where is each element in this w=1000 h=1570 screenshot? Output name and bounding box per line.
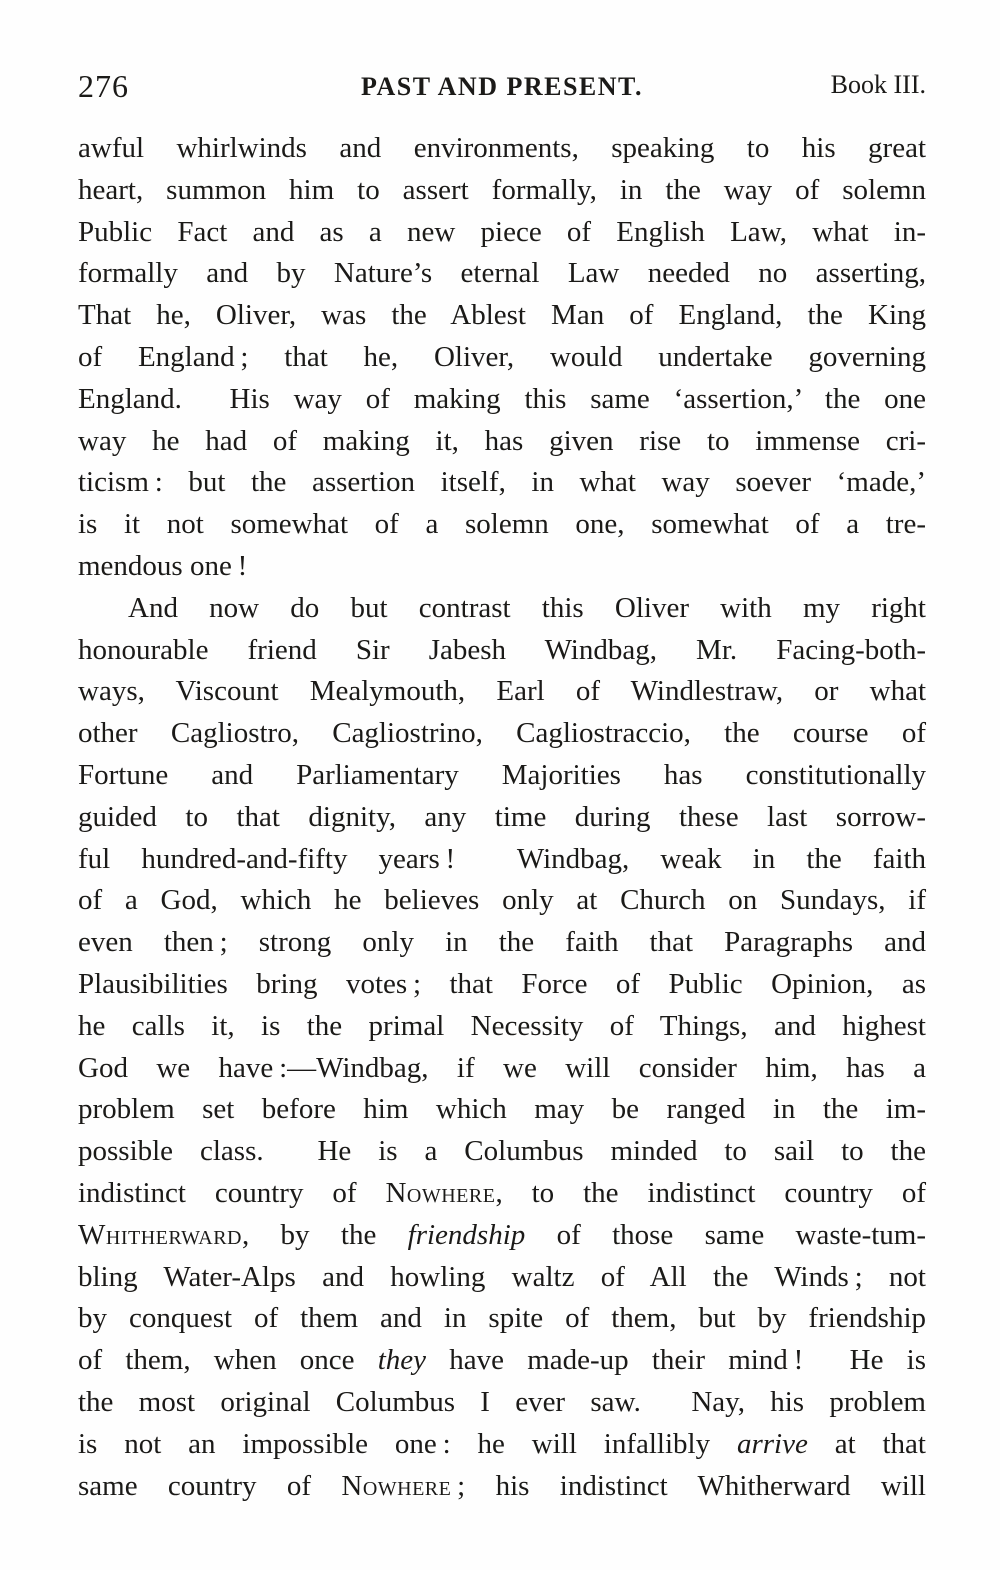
body-text: way he had of making it, has given rise to immense cri- xyxy=(78,424,926,457)
body-text: Public Fact and as a new piece of English Law, what in- xyxy=(78,215,926,248)
text-line xyxy=(78,212,926,254)
text-line xyxy=(78,546,926,588)
text-line xyxy=(78,964,926,1006)
body-text: the most original Columbus I ever saw. Nay, his problem xyxy=(78,1385,926,1418)
small-caps-text: Nowhere xyxy=(341,1469,452,1502)
body-text: of them, when once xyxy=(78,1344,378,1377)
body-text: indistinct country of xyxy=(78,1176,386,1209)
text-line xyxy=(78,1048,926,1090)
body-text: Fortune and Parliamentary Majorities has constitutionally xyxy=(78,758,926,791)
body-text: God we have :—Windbag, if we will consider him, has a xyxy=(78,1051,926,1084)
text-line xyxy=(78,797,926,839)
italic-text: arrive xyxy=(736,1427,808,1460)
text-line xyxy=(78,1298,926,1340)
text-line xyxy=(78,713,926,755)
text-line xyxy=(78,671,926,713)
body-text: England. His way of making this same ‘assertion,’ the one xyxy=(78,382,926,415)
body-text: problem set before him which may be ranged in the im- xyxy=(78,1093,926,1126)
body-text: even then ; strong only in the faith that Paragraphs and xyxy=(78,926,926,959)
text-line xyxy=(78,1089,926,1131)
running-head xyxy=(78,68,926,108)
text-line xyxy=(78,839,926,881)
body-text: other Cagliostro, Cagliostrino, Cagliostraccio, the course of xyxy=(78,717,926,750)
body-text: have made-up their mind ! He is xyxy=(426,1344,927,1377)
body-text: heart, summon him to assert formally, in the way of solemn xyxy=(78,173,926,206)
body-text: is it not somewhat of a solemn one, somewhat of a tre- xyxy=(78,508,926,541)
small-caps-text: Whitherward xyxy=(78,1218,242,1251)
body-text: of those same waste-tum- xyxy=(525,1218,926,1251)
text-line xyxy=(78,253,926,295)
body-text: ful hundred-and-fifty years ! Windbag, weak in the faith xyxy=(78,842,926,875)
text-line xyxy=(78,504,926,546)
text-line xyxy=(78,1424,926,1466)
small-caps-text: Nowhere xyxy=(385,1176,496,1209)
body-text: , to the indistinct country of xyxy=(495,1176,927,1209)
body-text: is not an impossible one : he will infallibly xyxy=(78,1427,737,1460)
body-text: possible class. He is a Columbus minded to sail to the xyxy=(78,1135,926,1168)
text-line xyxy=(78,295,926,337)
text-line xyxy=(78,1340,926,1382)
body-text: bling Water-Alps and howling waltz of All the Winds ; not xyxy=(78,1260,926,1293)
body-text: Plausibilities bring votes ; that Force of Public Opinion, as xyxy=(78,967,926,1000)
text-line xyxy=(78,128,926,170)
body-text: mendous one ! xyxy=(78,549,248,582)
body-text: guided to that dignity, any time during these last sorrow- xyxy=(78,800,926,833)
text-line xyxy=(78,337,926,379)
text-line xyxy=(78,1382,926,1424)
body-text: ; his indistinct Whitherward will xyxy=(451,1469,926,1502)
body-text: And now do but contrast this Oliver with my right xyxy=(128,591,926,624)
text-line xyxy=(78,880,926,922)
text-line xyxy=(78,462,926,504)
body-text: formally and by Nature’s eternal Law needed no asserting, xyxy=(78,257,926,290)
text-line xyxy=(78,170,926,212)
text-line xyxy=(78,1257,926,1299)
text-line xyxy=(78,1466,926,1508)
text-line xyxy=(78,379,926,421)
body-text: of England ; that he, Oliver, would undertake governing xyxy=(78,340,926,373)
text-line xyxy=(78,1006,926,1048)
body-text: ticism : but the assertion itself, in what way soever ‘made,’ xyxy=(78,466,926,499)
text-line xyxy=(78,1215,926,1257)
text-line xyxy=(78,421,926,463)
body-text: of a God, which he believes only at Church on Sundays, if xyxy=(78,884,926,917)
text-line xyxy=(78,922,926,964)
text-line xyxy=(78,1131,926,1173)
italic-text: friendship xyxy=(407,1218,526,1251)
body-text: he calls it, is the primal Necessity of Things, and highest xyxy=(78,1009,926,1042)
running-title: PAST AND PRESENT. xyxy=(361,72,643,101)
page-body xyxy=(78,128,926,1507)
body-text: awful whirlwinds and environments, speaking to his great xyxy=(78,132,926,164)
text-line xyxy=(78,588,926,630)
body-text: honourable friend Sir Jabesh Windbag, Mr. Facing-both- xyxy=(78,633,926,666)
text-line xyxy=(78,630,926,672)
body-text: same country of xyxy=(78,1469,342,1502)
page-number: 276 xyxy=(78,68,129,104)
body-text: , by the xyxy=(241,1218,408,1251)
italic-text: they xyxy=(377,1344,427,1377)
body-text: ways, Viscount Mealymouth, Earl of Windlestraw, or what xyxy=(78,675,926,708)
text-line xyxy=(78,755,926,797)
body-text: at that xyxy=(807,1427,926,1460)
text-line xyxy=(78,1173,926,1215)
body-text: by conquest of them and in spite of them, but by friendship xyxy=(78,1302,926,1335)
book-number: Book III. xyxy=(830,70,926,99)
body-text: That he, Oliver, was the Ablest Man of England, the King xyxy=(78,299,926,332)
